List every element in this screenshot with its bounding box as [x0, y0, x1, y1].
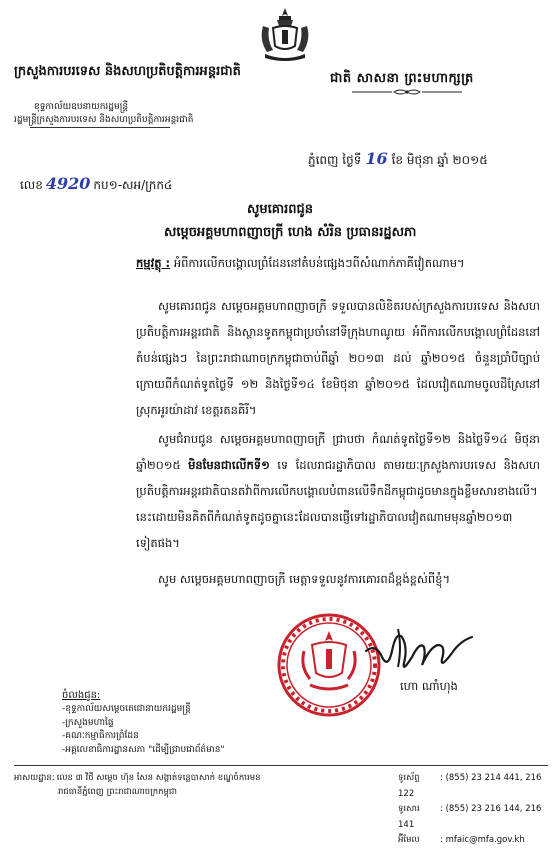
paragraph-2 [136, 426, 540, 556]
paragraph-2-emphasis: មិនមែនជាលើកទី១ [188, 458, 270, 472]
cc-item: -អគ្គលេខាធិការដ្ឋានសភា "ដើម្បីជ្រាបជាព័ត៌មាន" [62, 744, 225, 755]
royal-crest-icon [255, 6, 315, 62]
date-line [308, 149, 488, 170]
cc-item: -ខុទ្ទកាល័យសម្តេចតេជោនាយករដ្ឋមន្ត្រី [62, 704, 191, 714]
address-line-2: រាជធានីភ្នំពេញ ព្រះរាជាណាចក្រកម្ពុជា [58, 787, 177, 797]
paragraph-1: សូមគោរពជូន សម្តេចអគ្គមហាពញាចក្រី ទទួលបានលិខិតរបស់ក្រសួងការបរទេស និងសហប្រតិបត្តិការអន្តរជាតិ និងស្ថានទូតកម្ពុជាប្រចាំនៅទីក្រុងហាណូយ អំពីការលើកបង្គោលព្រំដែននៅតំបន់ផ្សេងៗ នៃព្រះរាជាណាចក្រកម្ពុជាចាប់ពីឆ្នាំ ២០១៣ ដល់ ឆ្នាំ២០១៥ ចំនួនប្រាំបីច្បាប់ ក្រោយពីកំណត់ទូតថ្ងៃទី ១២ និងថ្ងៃទី១៤ ខែមិថុនា ឆ្នាំ២០១៥ ដែលវៀតណាមចូលដីស្រែនៅស្រុកអូរយ៉ាដាវ ខេត្តរតនគិរី។ [136, 299, 540, 417]
office-line-2: រដ្ឋមន្ត្រីក្រសួងការបរទេស និងសហប្រតិបត្តិការអន្តរជាតិ [14, 115, 194, 125]
cc-list [62, 703, 225, 757]
subject-line [136, 254, 540, 273]
ref-prefix: លេខ [20, 178, 43, 192]
footer-contacts [398, 771, 560, 849]
office-divider [30, 127, 170, 128]
cc-title: ចំលងជូន: [62, 690, 101, 701]
fax-value: : (855) 23 216 144, 216 141 [398, 804, 542, 830]
date-day-handwritten: 16 [365, 149, 388, 168]
fax-label: ទូរសារ [398, 804, 420, 814]
paragraph-2-part-a: សូមជំរាបជូន សម្តេចអគ្គមហាពញាចក្រី ជ្រាបថា កំណត់ទូតថ្ងៃទី១២ និងថ្ងៃទី១៤ មិថុនា ឆ្នាំ២០១៥ [136, 432, 540, 472]
closing-line: សូម សម្តេចអគ្គមហាពញាចក្រី មេត្តាទទួលនូវការគោរពដ៏ខ្ពង់ខ្ពស់ពីខ្ញុំ។ [158, 572, 451, 586]
address-line-1: លេខ ៣ វិថី សម្តេច ហ៊ុន សែន សង្កាត់ទន្លេបាសាក់ ខណ្ឌចំការមន [56, 773, 261, 783]
signer-name: ហោ ណាំហុង [400, 679, 458, 693]
handwritten-signature-icon [362, 617, 482, 677]
kingdom-motto: ជាតិ សាសនា ព្រះមហាក្សត្រ [330, 71, 474, 86]
footer-divider [14, 765, 548, 766]
email-label: អ៊ីមែល [398, 835, 420, 845]
phone-label: ទូរស័ព្ទ [398, 773, 420, 783]
footer-address [14, 771, 314, 799]
phone-value: : (855) 23 214 441, 216 122 [398, 773, 542, 799]
ref-suffix: កប១-សអ/ក្រក៤ [93, 178, 173, 192]
ref-number-handwritten: 4920 [45, 174, 91, 193]
cc-item: -គណៈកម្មាធិការព្រំដែន [62, 731, 139, 741]
address-label: អាសយដ្ឋាន: [14, 773, 55, 783]
reference-line [20, 174, 172, 195]
office-line-1: ខុទ្ទកាល័យឧបនាយករដ្ឋមន្ត្រី [34, 102, 129, 112]
paragraph-2-part-b: ទេ ដែលរាជរដ្ឋាភិបាល តាមរយៈក្រសួងការបរទេស និងសហប្រតិបត្តិការអន្តរជាតិបានតវ៉ាពីការលើកបង្គោលបំពានលើទឹកដីកម្ពុជាដូចមានក្នុងខ្លឹមសារខាងលើ។ នេះដោយមិនគិតពីកំណត់ទូតដូចគ្នានេះដែលបានផ្ញើទៅរដ្ឋាភិបាលវៀតណាមមុនឆ្នាំ២០១៣ ទៀតផង។ [136, 458, 540, 550]
recipient: សម្តេចអគ្គមហាពញាចក្រី ហេង សំរិន ប្រធានរដ្ឋសភា [164, 225, 417, 240]
ministry-name: ក្រសួងការបរទេស និងសហប្រតិបត្តិការអន្តរជាតិ [14, 64, 241, 79]
cc-item: -ក្រសួងមហាផ្ទៃ [62, 717, 114, 728]
ornament-divider-icon [352, 88, 462, 96]
date-suffix: ខែ មិថុនា ឆ្នាំ ២០១៥ [391, 153, 488, 167]
subject-text: អំពីការលើកបង្គោលព្រំដែននៅតំបន់ផ្សេងៗពីសំណាក់ភាគីវៀតណាម។ [173, 256, 465, 270]
salutation: សូមគោរពជូន [247, 202, 314, 217]
date-prefix: ភ្នំពេញ ថ្ងៃទី [308, 153, 362, 167]
subject-label: កម្មវត្ថុ : [136, 256, 171, 270]
email-value: : mfaic@mfa.gov.kh [440, 835, 525, 845]
